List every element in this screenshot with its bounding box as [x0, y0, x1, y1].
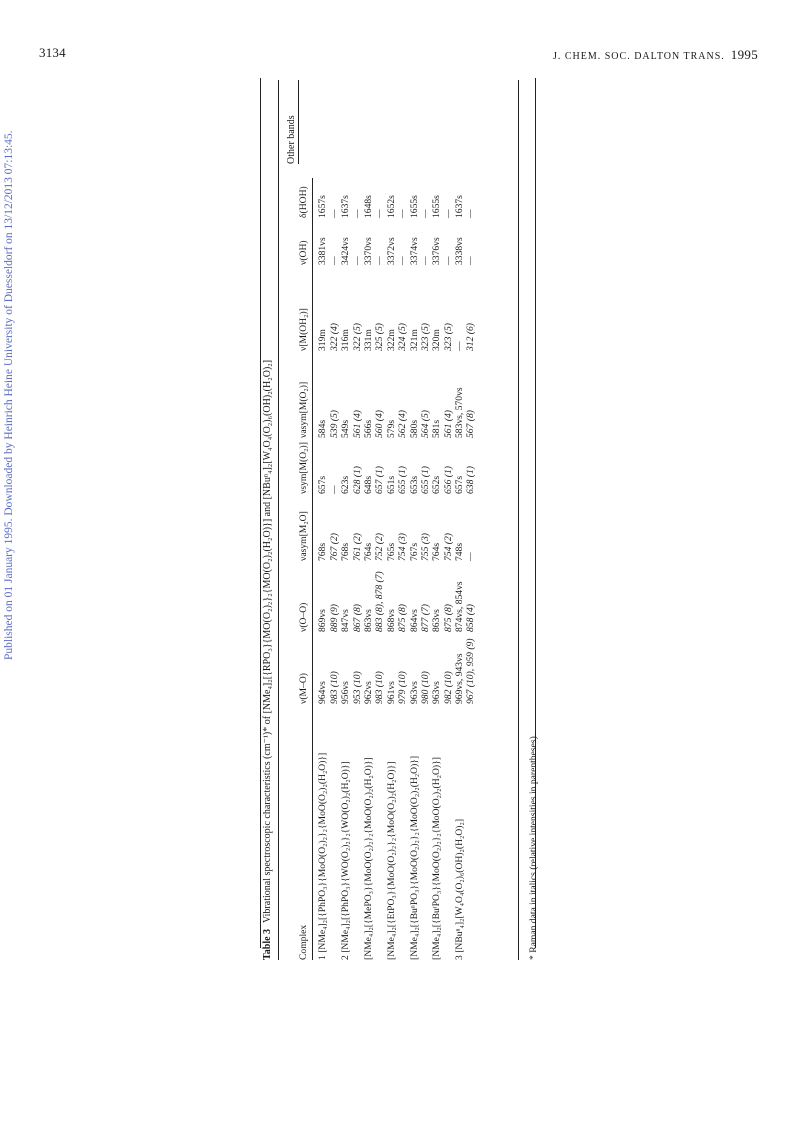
value-cell: 956vs [340, 681, 352, 704]
value-cell: 767s [408, 542, 420, 561]
value-cell: 963vs [431, 681, 443, 704]
value-cell: 331m [362, 329, 374, 351]
col-header-hoh: δ(HOH) [298, 186, 309, 218]
value-cell: 748s [454, 542, 466, 561]
value-cell: 982 (10) [442, 671, 454, 704]
value-cell: 883 (8), 878 (7) [374, 571, 386, 632]
value-cell: 319m [317, 329, 329, 351]
value-cell: 752 (2) [374, 533, 386, 561]
col-header-oh: ν(OH) [298, 240, 309, 265]
value-cell: 867 (8) [351, 604, 363, 632]
value-cell: 967 (10), 959 (9) [465, 638, 477, 704]
value-cell: 761 (2) [351, 533, 363, 561]
complex-cell: 1 [NMe₄]₂[{PhPO₃}{MoO(O₂)₂}₂{MoO(O₂)₂(H₂O)}] [317, 752, 329, 960]
table-label: Table 3 [262, 928, 273, 960]
value-cell: 322 (5) [351, 323, 363, 351]
value-cell: 1655s [431, 195, 443, 218]
value-cell: 648s [362, 475, 374, 494]
value-cell: 322 (4) [328, 323, 340, 351]
table-row [431, 178, 442, 960]
value-cell: 980 (10) [419, 671, 431, 704]
value-cell: 549s [340, 419, 352, 438]
value-cell: 754 (2) [442, 533, 454, 561]
value-cell: 983 (10) [328, 671, 340, 704]
complex-cell: [NMe₄]₂[{EtPO₃}{MoO(O₂)₂}₂{MoO(O₂)₂(H₂O)}] [385, 761, 397, 960]
col-header-m-oh2: ν[M(OH₂)] [298, 308, 309, 351]
value-cell: — [454, 341, 466, 351]
value-cell: 657s [317, 475, 329, 494]
value-cell: 875 (8) [397, 604, 409, 632]
value-cell: 869vs [317, 609, 329, 632]
value-cell: 584s [317, 419, 329, 438]
value-cell: 560 (4) [374, 410, 386, 438]
value-cell: 979 (10) [397, 671, 409, 704]
value-cell: 638 (1) [465, 466, 477, 494]
complex-cell [465, 704, 476, 960]
value-cell: 953 (10) [351, 671, 363, 704]
table-row-raman [397, 178, 408, 960]
value-cell: 768s [340, 542, 352, 561]
value-cell: 623s [340, 475, 352, 494]
complex-cell: 3 [NBuⁿ₄]₂[W₄O₄(O₂)₆(OH)₂(H₂O)₂] [454, 818, 466, 960]
other-bands-header: Other bands [286, 115, 297, 164]
complex-cell [374, 704, 385, 960]
value-cell: — [419, 256, 431, 265]
table-row [386, 178, 397, 960]
value-cell: 325 (5) [374, 323, 386, 351]
value-cell: 765s [385, 542, 397, 561]
complex-cell: [NMe₄]₂[{BuⁿPO₃}{MoO(O₂)₂}₂{MoO(O₂)₂(H₂O)}] [408, 755, 420, 960]
value-cell: 969vs, 943vs [454, 653, 466, 704]
table-caption-text: Vibrational spectroscopic characteristics (cm⁻¹)* of [NMe₄]₂[{RPO₃}{MO(O₂)₂}₂{MO(O₂)₂(H₂O)}] and [NBuⁿ₄]₂[W₄O₄(O₂)₆(OH)₂(H₂O)₂] [262, 359, 273, 923]
value-cell: — [397, 256, 409, 265]
value-cell: 863vs [431, 609, 443, 632]
value-cell: — [328, 256, 340, 265]
value-cell: — [419, 209, 431, 218]
table-bottom-rule [518, 80, 519, 960]
value-cell: 754 (3) [397, 533, 409, 561]
value-cell: 864vs [408, 609, 420, 632]
value-cell: 847vs [340, 609, 352, 632]
table-row-raman [465, 178, 476, 960]
value-cell: 539 (5) [328, 410, 340, 438]
value-cell: 964vs [317, 681, 329, 704]
value-cell: 858 (4) [465, 604, 477, 632]
value-cell: 3424vs [340, 237, 352, 265]
value-cell: 320m [431, 329, 443, 351]
table-row-raman [352, 178, 363, 960]
complex-cell [443, 704, 454, 960]
value-cell: 3376vs [431, 237, 443, 265]
complex-cell: [NMe₄]₂[{BuᵗPO₃}{MoO(O₂)₂}₂{MoO(O₂)₂(H₂O)}] [431, 757, 443, 960]
value-cell: — [465, 552, 477, 561]
col-header-m-o: ν(M–O) [298, 673, 309, 704]
value-cell: 768s [317, 542, 329, 561]
value-cell: — [374, 209, 386, 218]
value-cell: 1637s [340, 195, 352, 218]
value-cell: 562 (4) [397, 410, 409, 438]
table-header-row [298, 178, 309, 960]
value-cell: — [351, 209, 363, 218]
table-footnote: * Raman data in italics (relative intensities in parentheses). [528, 733, 539, 960]
value-cell: 561 (4) [351, 410, 363, 438]
value-cell: 889 (9) [328, 604, 340, 632]
table-top-rule [278, 80, 279, 960]
value-cell: 581s [431, 419, 443, 438]
value-cell: — [442, 256, 454, 265]
complex-cell: 2 [NMe₄]₂[{PhPO₃}{WO(O₂)₂}₂{WO(O₂)₂(H₂O)}] [340, 761, 352, 960]
value-cell: 1637s [454, 195, 466, 218]
value-cell: 3374vs [408, 237, 420, 265]
value-cell: 316m [340, 329, 352, 351]
value-cell: 656 (1) [442, 466, 454, 494]
value-cell: 323 (5) [419, 323, 431, 351]
value-cell: 764s [431, 542, 443, 561]
value-cell: — [465, 209, 477, 218]
value-cell: — [374, 256, 386, 265]
value-cell: 961vs [385, 681, 397, 704]
table-row [340, 178, 351, 960]
table-row-raman [374, 178, 385, 960]
table-row-raman [420, 178, 431, 960]
col-header-asym-mo2: νasym[M(O₂)] [298, 381, 309, 438]
value-cell: — [328, 485, 340, 494]
rotated-table [260, 68, 540, 960]
table-caption [262, 360, 274, 960]
col-header-complex: Complex [298, 924, 309, 960]
value-cell: — [442, 209, 454, 218]
complex-cell [420, 704, 431, 960]
col-header-o-o: ν(O–O) [298, 602, 309, 632]
value-cell: 321m [408, 329, 420, 351]
col-header-sym-mo2: νsym[M(O₂)] [298, 442, 309, 494]
value-cell: 1652s [385, 195, 397, 218]
table-row [409, 178, 420, 960]
value-cell: 1657s [317, 195, 329, 218]
value-cell: — [465, 256, 477, 265]
value-cell: 655 (1) [397, 466, 409, 494]
value-cell: 1655s [408, 195, 420, 218]
table-row-raman [329, 178, 340, 960]
value-cell: 868vs [385, 609, 397, 632]
value-cell: 657s [454, 475, 466, 494]
value-cell: 3370vs [362, 237, 374, 265]
value-cell: 655 (1) [419, 466, 431, 494]
col-header-asym-m2o: νasym[M₂O] [298, 511, 309, 561]
value-cell: 657 (1) [374, 466, 386, 494]
value-cell: 312 (6) [465, 323, 477, 351]
value-cell: 863vs [362, 609, 374, 632]
value-cell: 983 (10) [374, 671, 386, 704]
value-cell: 580s [408, 419, 420, 438]
value-cell: 877 (7) [419, 604, 431, 632]
download-watermark[interactable]: Published on 01 January 1995. Downloaded by Heinrich Heine University of Duesseldorf on 13/12/2013 07:13:45. [3, 130, 15, 660]
complex-cell [397, 704, 408, 960]
value-cell: 874vs, 854vs [454, 581, 466, 632]
value-cell: 1648s [362, 195, 374, 218]
other-bands-rule [298, 80, 299, 164]
vibrational-table [298, 178, 477, 960]
table-row [317, 178, 328, 960]
value-cell: 755 (3) [419, 533, 431, 561]
value-cell: 653s [408, 475, 420, 494]
value-cell: 3372vs [385, 237, 397, 265]
table-row [454, 178, 465, 960]
value-cell: 875 (8) [442, 604, 454, 632]
journal-name: J. CHEM. SOC. DALTON TRANS. [552, 51, 725, 62]
value-cell: 962vs [362, 681, 374, 704]
value-cell: 566s [362, 419, 374, 438]
complex-cell [329, 704, 340, 960]
complex-cell [352, 704, 363, 960]
value-cell: 324 (5) [397, 323, 409, 351]
value-cell: 651s [385, 475, 397, 494]
value-cell: 567 (8) [465, 410, 477, 438]
value-cell: 764s [362, 542, 374, 561]
value-cell: 579s [385, 419, 397, 438]
value-cell: — [397, 209, 409, 218]
value-cell: 564 (5) [419, 410, 431, 438]
value-cell: 583vs, 570vs [454, 387, 466, 438]
table-row-raman [443, 178, 454, 960]
journal-year: 1995 [730, 47, 758, 62]
value-cell: 652s [431, 475, 443, 494]
value-cell: 767 (2) [328, 533, 340, 561]
journal-header [553, 47, 758, 63]
value-cell: — [351, 256, 363, 265]
value-cell: 3338vs [454, 237, 466, 265]
value-cell: 628 (1) [351, 466, 363, 494]
value-cell: 963vs [408, 681, 420, 704]
page-number: 3134 [39, 45, 66, 60]
table-row [363, 178, 374, 960]
value-cell: 323 (5) [442, 323, 454, 351]
complex-cell: [NMe₄]₂[{MePO₃}{MoO(O₂)₂}₂{MoO(O₂)₂(H₂O)}] [362, 757, 374, 960]
value-cell: 322m [385, 329, 397, 351]
table-body [317, 178, 476, 960]
value-cell: 3381vs [317, 237, 329, 265]
value-cell: 561 (4) [442, 410, 454, 438]
value-cell: — [328, 209, 340, 218]
